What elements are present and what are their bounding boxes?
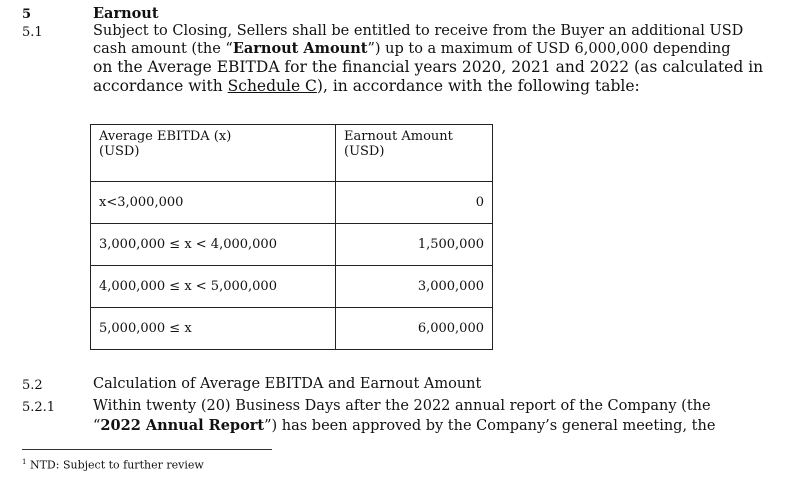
earnout-amount-cell: 0: [336, 182, 493, 224]
header-average-ebitda-unit: (USD): [99, 144, 140, 159]
header-earnout-amount-label: Earnout Amount: [344, 129, 453, 144]
clause-5-1-line-4-post: ), in accordance with the following table:: [316, 77, 640, 95]
ebitda-range-cell: 4,000,000 ≤ x < 5,000,000: [91, 266, 336, 308]
footnote-separator: [22, 449, 272, 450]
clause-5-1-line-2: [93, 40, 731, 58]
footnote-text: NTD: Subject to further review: [29, 458, 204, 472]
section-title: Earnout: [93, 5, 159, 22]
clause-5-1-line-1: Subject to Closing, Sellers shall be entitled to receive from the Buyer an additional USD: [93, 23, 744, 39]
header-average-ebitda: [91, 125, 336, 182]
footnote: [22, 458, 204, 472]
defined-term-earnout-amount: Earnout Amount: [232, 40, 368, 57]
ebitda-range-cell: x<3,000,000: [91, 182, 336, 224]
clause-5-2-heading: Calculation of Average EBITDA and Earnout Amount: [93, 376, 482, 392]
clause-5-1-line-4: [93, 78, 640, 95]
clause-5-2-1-number: 5.2.1: [22, 400, 56, 415]
clause-5-1-line-4-pre: accordance with: [93, 77, 228, 95]
ebitda-range-cell: 5,000,000 ≤ x: [91, 308, 336, 350]
clause-5-1-line-3: on the Average EBITDA for the financial years 2020, 2021 and 2022 (as calculated in: [93, 58, 764, 76]
schedule-c-link[interactable]: Schedule C: [227, 77, 317, 95]
header-earnout-amount-unit: (USD): [344, 144, 385, 159]
clause-5-2-1-line-2-pre: “: [93, 418, 101, 434]
ebitda-range-cell: 3,000,000 ≤ x < 4,000,000: [91, 224, 336, 266]
clause-5-2-1-line-2-post: ”) has been approved by the Company’s general meeting, the: [264, 418, 716, 434]
clause-5-2-number: 5.2: [22, 378, 43, 393]
header-average-ebitda-label: Average EBITDA (x): [99, 129, 232, 144]
clause-5-2-1-line-1: Within twenty (20) Business Days after the 2022 annual report of the Company (the: [93, 398, 711, 414]
earnout-amount-cell: 3,000,000: [336, 266, 493, 308]
clause-5-1-line-2-pre: cash amount (the “: [93, 41, 233, 57]
section-number: 5: [22, 7, 32, 22]
clause-5-1-number: 5.1: [22, 25, 43, 40]
header-earnout-amount: [336, 125, 493, 182]
table-header-row: [91, 125, 493, 182]
clause-5-1-line-2-post: ”) up to a maximum of USD 6,000,000 depending: [367, 41, 731, 57]
clause-5-2-1-line-2: [93, 417, 715, 435]
table-row: [91, 266, 493, 308]
table-row: [91, 182, 493, 224]
earnout-amount-cell: 1,500,000: [336, 224, 493, 266]
earnout-table: [90, 124, 493, 350]
footnote-marker: 1: [22, 458, 27, 466]
table-row: [91, 224, 493, 266]
earnout-amount-cell: 6,000,000: [336, 308, 493, 350]
defined-term-2022-annual-report: 2022 Annual Report: [100, 417, 265, 434]
table-row: [91, 308, 493, 350]
